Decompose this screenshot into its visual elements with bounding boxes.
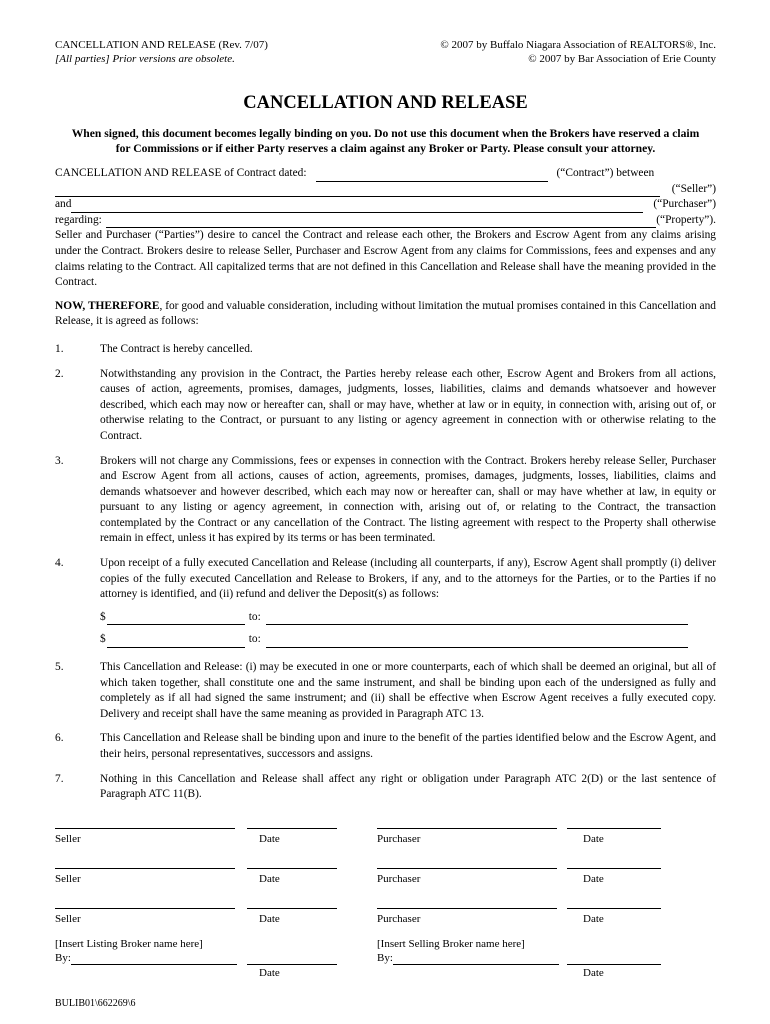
- date-label: Date: [583, 913, 604, 925]
- dollar-sign: $: [100, 633, 106, 646]
- by-label: By:: [55, 952, 71, 964]
- clause-7: [55, 772, 716, 803]
- clause-text: This Cancellation and Release shall be binding upon and inure to the benefit of the parties identified below and the Escrow Agent, and their heirs, personal representatives, successors and assigns.: [100, 732, 716, 760]
- recitals-paragraph: Seller and Purchaser (“Parties”) desire to cancel the Contract and release each other, the Brokers and Escrow Agent from any claims arising under the Contract. Brokers desire to release Seller, Purchaser and Escrow Agent from any claims for Commissions, fees and expenses and any claims relating to the Contract. All capitalized terms that are not defined in this Cancellation and Release shall have the meaning provided in the Contract.: [55, 229, 716, 289]
- purchaser-name-field[interactable]: [71, 201, 643, 213]
- seller-signature-line[interactable]: [55, 908, 235, 909]
- date-label: Date: [259, 913, 280, 925]
- deposit-amount-1-field[interactable]: [107, 613, 245, 625]
- deposit-recipient-2-field[interactable]: [266, 636, 688, 648]
- clause-6: [55, 731, 716, 762]
- purchaser-label: Purchaser: [377, 913, 421, 925]
- purchaser-suffix: (“Purchaser”): [653, 198, 716, 211]
- purchaser-label: Purchaser: [377, 833, 421, 845]
- copyright-line-1: © 2007 by Buffalo Niagara Association of REALTORS®, Inc.: [440, 39, 716, 51]
- property-suffix: (“Property”).: [656, 213, 716, 226]
- document-header: [55, 38, 716, 66]
- clause-number: 2.: [55, 367, 64, 380]
- property-row: [55, 213, 716, 229]
- seller-suffix: (“Seller”): [671, 182, 716, 195]
- now-therefore-text: , for good and valuable consideration, including without limitation the mutual promises contained in this Cancellation and Release, it is agreed as follows:: [55, 299, 716, 328]
- seller-signature-line[interactable]: [55, 828, 235, 829]
- purchaser-signature-line[interactable]: [377, 828, 557, 829]
- date-label: Date: [259, 967, 280, 979]
- clause-3: [55, 454, 716, 548]
- clause-text: The Contract is hereby cancelled.: [100, 342, 253, 355]
- clause-text: Nothing in this Cancellation and Release shall affect any right or obligation under Paragraph ATC 2(D) or the last sentence of Paragraph ATC 11(B).: [100, 772, 716, 801]
- dollar-sign: $: [100, 610, 106, 623]
- seller-date-line[interactable]: [247, 868, 337, 869]
- purchaser-row: [55, 197, 716, 213]
- clause-5: [55, 660, 716, 722]
- listing-broker-by-field[interactable]: [71, 953, 237, 965]
- clause-number: 3.: [55, 454, 64, 467]
- deposit-row-1: [100, 610, 716, 626]
- property-field[interactable]: [106, 216, 656, 228]
- date-label: Date: [583, 873, 604, 885]
- by-label: By:: [377, 952, 393, 964]
- form-revision: CANCELLATION AND RELEASE (Rev. 7/07): [55, 39, 268, 51]
- seller-label: Seller: [55, 913, 81, 925]
- document-id-footer: BULIB01\662269\6: [55, 998, 136, 1009]
- clause-text: Notwithstanding any provision in the Contract, the Parties hereby release each other, Escrow Agent and Brokers from all actions, causes of action, agreements, promises, damages, judgments, losses, liabilities, claims and demands whatsoever and however described, which each may now or hereafter can, shall or may have, whether at law or in equity, in connection with, arising out of, or otherwise relating to the Contract, or pursuant to any listing or agency agreement in connection with or otherwise relating to the Contract.: [100, 367, 716, 442]
- selling-broker-by-field[interactable]: [393, 953, 559, 965]
- regarding-label: regarding:: [55, 213, 102, 226]
- seller-label: Seller: [55, 833, 81, 845]
- now-therefore-paragraph: [55, 299, 716, 330]
- contract-date-field[interactable]: [316, 170, 548, 182]
- deposit-row-2: [100, 632, 716, 648]
- seller-date-line[interactable]: [247, 908, 337, 909]
- clause-number: 5.: [55, 661, 64, 674]
- purchaser-date-line[interactable]: [567, 908, 661, 909]
- contract-date-label: CANCELLATION AND RELEASE of Contract dated:: [55, 167, 307, 179]
- purchaser-date-line[interactable]: [567, 868, 661, 869]
- clause-text: Brokers will not charge any Commissions, fees or expenses in connection with the Contract. Brokers hereby release Seller, Purchaser and Escrow Agent from all actions, causes of action, agreements, promises, damages, judgments, losses, liabilities, claims and demands whatsoever and however described, which each may now or hereafter can, shall or may have whether at law, in equity or pursuant to any listing or agency agreement, in connection with, arising out of, or relating to the Contract, the transaction contemplated by the Contract or any cancellation of the Contract. The listing agreement with respect to the Property shall otherwise remain in effect, unless it has expired by its terms or has been terminated.: [100, 454, 716, 545]
- purchaser-signature-line[interactable]: [377, 908, 557, 909]
- date-label: Date: [259, 833, 280, 845]
- clause-text: This Cancellation and Release: (i) may be executed in one or more counterparts, each of which shall be deemed an original, but all of which taken together, shall constitute one and the same instrument, and shall be binding upon each of the undersigned as fully and completely as if all had signed the same instrument; and (ii) shall be effective when Escrow Agent receives a fully executed copy. Delivery and receipt shall have the same meaning as provided in Paragraph ATC 13.: [100, 661, 716, 720]
- clause-number: 7.: [55, 772, 64, 785]
- date-label: Date: [259, 873, 280, 885]
- selling-broker-label: [Insert Selling Broker name here]: [377, 938, 525, 950]
- date-label: Date: [583, 967, 604, 979]
- listing-broker-date-line[interactable]: [247, 964, 337, 965]
- listing-broker-label: [Insert Listing Broker name here]: [55, 938, 203, 950]
- clause-text: Upon receipt of a fully executed Cancellation and Release (including all counterparts, if any), Escrow Agent shall promptly (i) deliver copies of the fully executed Cancellation and Release to Brokers, if any, and to the attorneys for the Parties, or to the Parties if no attorney is identified, and (ii) refund and deliver the Deposit(s) as follows:: [100, 557, 716, 601]
- clause-2: [55, 367, 716, 445]
- contract-date-row: [55, 166, 716, 182]
- legal-warning: When signed, this document becomes legally binding on you. Do not use this document when the Brokers have reserved a claim for Commissions or if either Party reserves a claim against any Broker or Party. Please consult your attorney.: [71, 127, 700, 155]
- now-therefore-bold: NOW, THEREFORE: [55, 299, 160, 312]
- purchaser-date-line[interactable]: [567, 828, 661, 829]
- purchaser-label: Purchaser: [377, 873, 421, 885]
- purchaser-signature-line[interactable]: [377, 868, 557, 869]
- document-title: CANCELLATION AND RELEASE: [243, 93, 528, 113]
- to-label: to:: [248, 610, 261, 623]
- contract-suffix: (“Contract”) between: [556, 167, 655, 179]
- deposit-recipient-1-field[interactable]: [266, 613, 688, 625]
- seller-row: [55, 182, 716, 198]
- seller-label: Seller: [55, 873, 81, 885]
- copyright-line-2: © 2007 by Bar Association of Erie County: [528, 53, 716, 65]
- obsolete-notice: [All parties] Prior versions are obsolete.: [55, 53, 235, 65]
- clause-4: [55, 556, 716, 603]
- clause-number: 1.: [55, 342, 64, 355]
- seller-name-field[interactable]: [55, 185, 660, 197]
- clause-1: [55, 342, 716, 358]
- date-label: Date: [583, 833, 604, 845]
- and-label: and: [55, 198, 72, 211]
- to-label: to:: [248, 633, 261, 646]
- seller-signature-line[interactable]: [55, 868, 235, 869]
- selling-broker-date-line[interactable]: [567, 964, 661, 965]
- clause-number: 4.: [55, 557, 64, 570]
- seller-date-line[interactable]: [247, 828, 337, 829]
- clause-number: 6.: [55, 732, 64, 745]
- deposit-amount-2-field[interactable]: [107, 636, 245, 648]
